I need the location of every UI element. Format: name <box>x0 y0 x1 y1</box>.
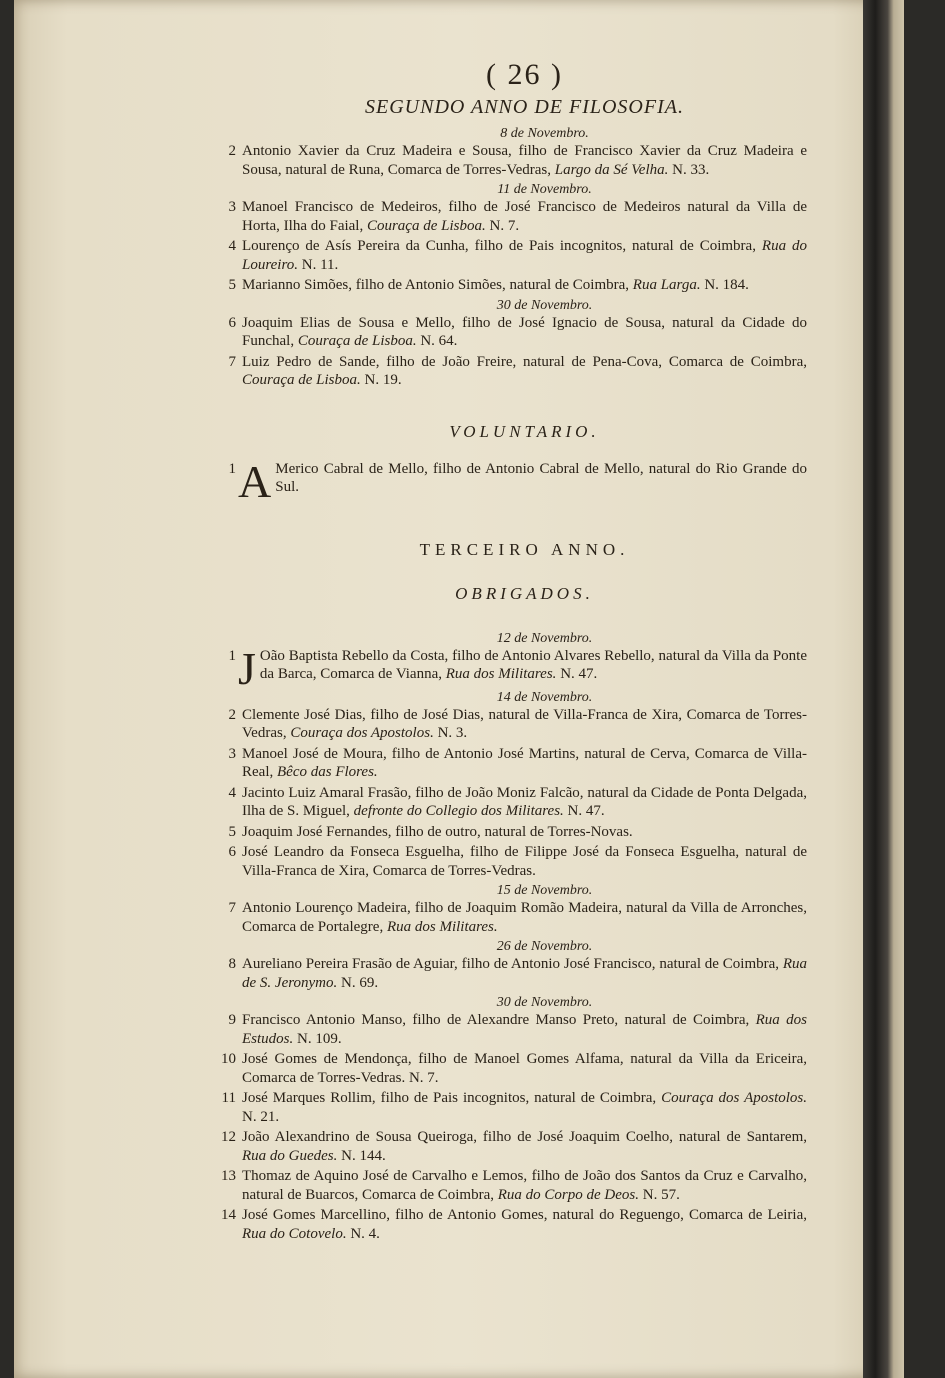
entry-address: Rua de S. Jeronymo. <box>242 956 807 991</box>
entry-address: Rua do Corpo de Deos. <box>497 1186 639 1203</box>
list-item <box>228 142 807 179</box>
entry-house-number: N. 7. <box>485 217 520 234</box>
entry-address: Rua do Guedes. <box>242 1147 338 1164</box>
section-heading-voluntario: VOLUNTARIO. <box>449 421 600 441</box>
entry-house-number: N. 4. <box>346 1225 380 1242</box>
entry-house-number: N. 47. <box>563 803 605 819</box>
entry-address: Rua dos Estudos. <box>242 1012 807 1047</box>
entry-number: 11 <box>221 1090 236 1106</box>
entry-number: 14 <box>221 1207 236 1223</box>
entry-address: Rua Larga. <box>632 277 701 293</box>
entry-text: Luiz Pedro de Sande, filho de João Freire, natural de Pena-Cova, Comarca de Coimbra, <box>242 353 807 370</box>
entry-address: Couraça de Lisboa. <box>366 217 486 234</box>
entry-address: Bêco das Flores. <box>277 764 378 780</box>
list-item <box>228 455 807 507</box>
entry-text: Merico Cabral de Mello, filho de Antonio Cabral de Mello, natural do Rio Grande do Sul. <box>275 460 807 495</box>
list-item <box>221 1167 807 1204</box>
date-heading: 12 de Novembro. <box>496 630 593 646</box>
list-item <box>228 899 807 936</box>
list-item <box>228 706 807 743</box>
entry-address: defronte do Collegio dos Militares. <box>353 803 564 819</box>
date-heading: 30 de Novembro. <box>496 297 593 313</box>
entry-text: Marianno Simões, filho de Antonio Simões, natural de Coimbra, <box>242 277 633 293</box>
entry-house-number: N. 3. <box>433 725 468 741</box>
entry-text: José Gomes Marcellino, filho de Antonio Gomes, natural do Reguengo, Comarca de Leiria, <box>242 1207 807 1223</box>
entry-house-number: N. 64. <box>416 333 458 349</box>
entry-text: Oão Baptista Rebello da Costa, filho de Antonio Alvares Rebello, natural da Villa da Ponte da Barca, Comarca de Vianna, <box>259 647 807 682</box>
list-item <box>228 642 807 694</box>
list-item <box>221 1089 807 1126</box>
list-item <box>228 198 807 235</box>
entry-address: Rua do Loureiro. <box>242 238 807 273</box>
entry-address: Couraça dos Apostolos. <box>661 1090 807 1106</box>
entry-text: Manoel José de Moura, filho de Antonio José Martins, natural de Cerva, Comarca de Villa-Real, <box>242 745 807 780</box>
entry-house-number: N. 144. <box>337 1147 386 1164</box>
entry-number: 2 <box>228 143 236 159</box>
entry-text: Antonio Xavier da Cruz Madeira e Sousa, filho de Francisco Xavier da Cruz Madeira e Sousa, natural de Runa, Comarca de Torres-Vedras, <box>242 143 807 178</box>
entry-house-number: N. 11. <box>297 256 339 273</box>
date-heading: 8 de Novembro. <box>500 126 589 141</box>
section-heading-segundo-anno: SEGUNDO ANNO DE FILOSOFIA. <box>365 96 684 118</box>
entry-address: Couraça de Lisboa. <box>242 372 361 388</box>
list-item <box>228 843 807 880</box>
entry-address: Largo da Sé Velha. <box>554 161 669 178</box>
page-content <box>221 58 807 1245</box>
entry-number: 6 <box>228 314 236 331</box>
entry-text: Jacinto Luiz Amaral Frasão, filho de João Moniz Falcão, natural da Cidade de Ponta Delgada, Ilha de S. Miguel, <box>242 784 807 819</box>
entry-text: Thomaz de Aquino José de Carvalho e Lemos, filho de João dos Santos da Cruz e Carvalho, natural de Buarcos, Comarca de Coimbra, <box>242 1168 807 1203</box>
date-heading: 26 de Novembro. <box>496 939 593 954</box>
list-item <box>228 823 807 842</box>
list-item <box>228 276 807 295</box>
entry-number: 2 <box>228 706 236 723</box>
list-item <box>221 1050 807 1087</box>
date-heading: 15 de Novembro. <box>496 883 593 898</box>
list-item <box>221 1128 807 1165</box>
entry-number: 13 <box>221 1168 236 1184</box>
list-item <box>221 1206 807 1243</box>
section-heading-obrigados: OBRIGADOS. <box>455 583 594 603</box>
entry-number: 5 <box>228 277 236 293</box>
entry-house-number: N. 57. <box>639 1186 680 1203</box>
entry-number: 9 <box>228 1012 236 1028</box>
date-heading: 30 de Novembro. <box>496 995 593 1010</box>
entry-number: 4 <box>228 784 236 801</box>
entry-text: Clemente José Dias, filho de José Dias, natural de Villa-Franca de Xira, Comarca de Torres-Vedras, <box>242 706 807 741</box>
entry-number: 4 <box>228 238 236 254</box>
entry-number: 1 <box>228 647 236 664</box>
list-item <box>228 314 807 351</box>
list-item <box>228 1011 807 1048</box>
entry-text: Aureliano Pereira Frasão de Aguiar, filho de Antonio José Francisco, natural de Coimbra, <box>242 956 783 972</box>
entry-text: João Alexandrino de Sousa Queiroga, filho de José Joaquim Coelho, natural de Santarem, <box>242 1129 807 1145</box>
entry-address: Rua dos Militares. <box>445 666 557 682</box>
entry-text: José Leandro da Fonseca Esguelha, filho de Filippe José da Fonseca Esguelha, natural de Villa-Franca de Xira, Comarca de Torres-Vedras. <box>242 844 807 879</box>
entry-house-number: N. 69. <box>337 974 379 991</box>
entry-text: Antonio Lourenço Madeira, filho de Joaquim Romão Madeira, natural da Villa de Arronches, Comarca de Portalegre, <box>242 900 807 935</box>
entry-house-number: N. 33. <box>668 161 710 178</box>
entry-text: José Gomes de Mendonça, filho de Manoel Gomes Alfama, natural da Villa da Ericeira, Comarca de Torres-Vedras. N. 7. <box>242 1051 807 1086</box>
entry-number: 1 <box>228 460 236 477</box>
entry-address: Rua dos Militares. <box>386 918 498 935</box>
book-page <box>14 0 904 1378</box>
segundo-anno-list <box>228 125 807 390</box>
date-heading: 14 de Novembro. <box>496 689 593 705</box>
list-item <box>228 237 807 274</box>
entry-house-number: N. 19. <box>360 372 402 388</box>
entry-number: 7 <box>228 900 236 916</box>
entry-text: Joaquim José Fernandes, filho de outro, natural de Torres-Novas. <box>242 823 633 840</box>
entry-number: 6 <box>228 844 236 860</box>
entry-address: Couraça de Lisboa. <box>297 333 417 349</box>
drop-cap: A <box>238 455 272 507</box>
list-item <box>228 745 807 782</box>
entry-text: Joaquim Elias de Sousa e Mello, filho de José Ignacio de Sousa, natural da Cidade do Funchal, <box>242 314 807 349</box>
list-item <box>228 955 807 992</box>
list-item <box>228 784 807 821</box>
entry-house-number: N. 21. <box>242 1108 280 1125</box>
entry-number: 10 <box>221 1051 236 1067</box>
entry-house-number: N. 47. <box>556 666 598 682</box>
terceiro-anno-list <box>221 689 807 1244</box>
entry-number: 12 <box>221 1129 236 1145</box>
entry-number: 3 <box>228 199 236 215</box>
entry-number: 7 <box>228 353 236 370</box>
entry-house-number: N. 109. <box>293 1030 342 1047</box>
entry-text: Lourenço de Asís Pereira da Cunha, filho de Pais incognitos, natural de Coimbra, <box>242 238 762 254</box>
entry-text: Manoel Francisco de Medeiros, filho de José Francisco de Medeiros natural da Villa de Horta, Ilha do Faial, <box>242 199 807 234</box>
entry-text: Francisco Antonio Manso, filho de Alexandre Manso Preto, natural de Coimbra, <box>242 1012 756 1028</box>
entry-number: 5 <box>228 823 236 840</box>
page-number: ( 26 ) <box>486 58 563 91</box>
facing-page-edge <box>863 0 904 1378</box>
section-heading-terceiro-anno: TERCEIRO ANNO. <box>419 539 630 559</box>
entry-number: 3 <box>228 745 236 762</box>
date-heading: 11 de Novembro. <box>497 182 592 197</box>
entry-address: Rua do Cotovelo. <box>242 1225 347 1242</box>
entry-text: José Marques Rollim, filho de Pais incognitos, natural de Coimbra, <box>242 1090 662 1106</box>
entry-number: 8 <box>228 956 236 972</box>
entry-address: Couraça dos Apostolos. <box>290 725 434 741</box>
drop-cap: J <box>238 642 256 694</box>
list-item <box>228 353 807 390</box>
entry-house-number: N. 184. <box>700 277 749 293</box>
